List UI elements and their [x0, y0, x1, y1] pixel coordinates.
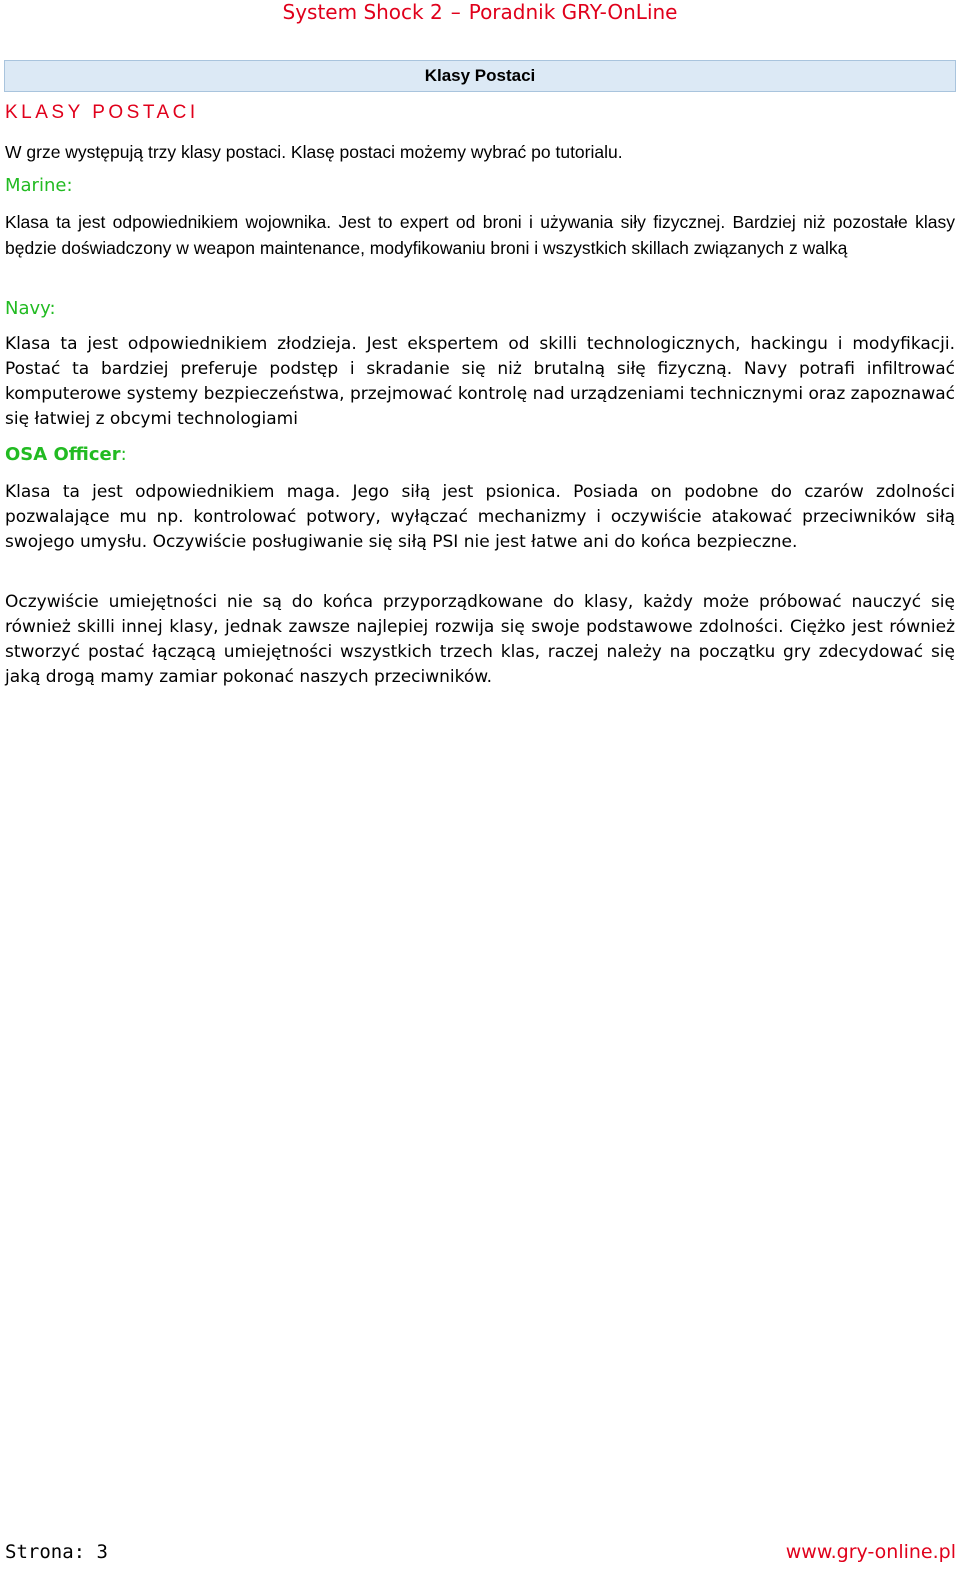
class-heading-navy [5, 298, 56, 319]
page-header [0, 0, 960, 24]
class-name: Marine [5, 175, 67, 196]
closing-paragraph: Oczywiście umiejętności nie są do końca przyporządkowane do klasy, każdy może próbować nauczyć się również skilli innej klasy, jednak zawsze najlepiej rozwija się swoje podstawowe zdolności. Ciężko jest również stworzyć postać łączącą umiejętności wszystkich trzech klas, raczej należy na początku gry zdecydować się jaką drogą mamy zamiar pokonać naszych przeciwników. [5, 592, 955, 687]
site-link[interactable]: www.gry-online.pl [785, 1541, 956, 1563]
class-description-osa-officer: Klasa ta jest odpowiednikiem maga. Jego siłą jest psionica. Posiada on podobne do czarów zdolności pozwalające mu np. kontrolować potwory, wyłączać mechanizmy i oczywiście atakować przeciwników siłą swojego umysłu. Oczywiście posługiwanie się siłą PSI nie jest łatwe ani do końca bezpieczne. [5, 482, 955, 552]
class-colon: : [120, 444, 127, 465]
class-heading-marine [5, 175, 73, 196]
intro-paragraph: W grze występują trzy klasy postaci. Klasę postaci możemy wybrać po tutorialu. [5, 142, 623, 162]
class-colon: : [49, 298, 56, 319]
section-title-bar [4, 60, 956, 92]
guide-publisher: Poradnik GRY-OnLine [468, 0, 678, 24]
page-number: Strona: 3 [5, 1541, 108, 1563]
page-heading: KLASY POSTACI [5, 102, 199, 123]
class-colon: : [66, 175, 73, 196]
class-heading-osa-officer [5, 444, 127, 465]
section-title: Klasy Postaci [424, 66, 536, 85]
game-title: System Shock 2 [282, 0, 443, 24]
class-name: Navy [5, 298, 50, 319]
header-separator: – [450, 0, 461, 24]
class-name: OSA Officer [5, 444, 121, 465]
class-description-marine: Klasa ta jest odpowiednikiem wojownika. Jest to expert od broni i używania siły fizycznej. Bardziej niż pozostałe klasy będzie doświadczony w weapon maintenance, modyfikowaniu broni i wszystkich skillach związanych z walką [5, 212, 955, 258]
class-description-navy: Klasa ta jest odpowiednikiem złodzieja. Jest ekspertem od skilli technologicznych, hackingu i modyfikacji. Postać ta bardziej preferuje podstęp i skradanie się niż brutalną siłę fizyczną. Navy potrafi infiltrować komputerowe systemy bezpieczeństwa, przejmować kontrolę nad urządzeniami technicznymi oraz zapoznawać się łatwiej z obcymi technologiami [5, 334, 955, 429]
